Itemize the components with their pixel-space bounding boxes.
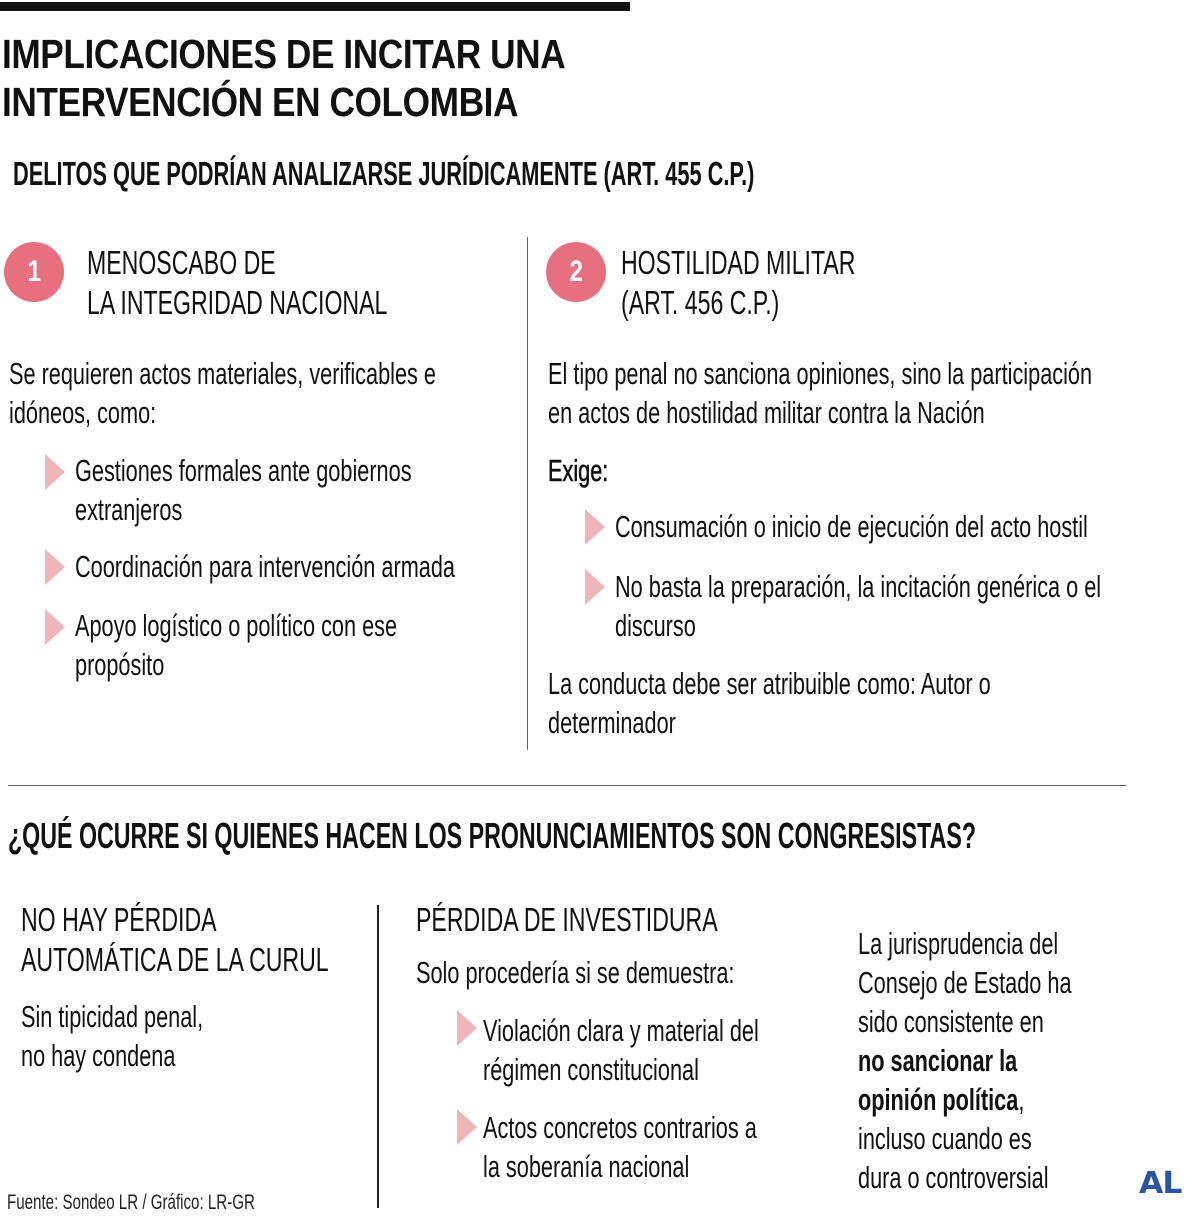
crime-1-bullet-3: Apoyo logístico o político con ese propósito [75,608,398,682]
investiture-bullet-2: Actos concretos contrarios a la soberanía nacional [483,1110,757,1184]
no-loss-text: Sin tipicidad penal, no hay condena [21,999,204,1073]
section-divider [8,785,1126,786]
crime-1-bullet-1: Gestiones formales ante gobiernos extranjeros [75,453,412,527]
bullet-triangle-icon [45,549,65,585]
page-title-line-2: INTERVENCIÓN EN COLOMBIA [2,79,518,125]
column-divider [377,905,379,1208]
investiture-bullet-1: Violación clara y material del régimen constitucional [483,1013,759,1087]
bullet-triangle-icon [585,569,605,605]
no-loss-title: NO HAY PÉRDIDA AUTOMÁTICA DE LA CURUL [21,901,329,978]
crime-1-intro: Se requieren actos materiales, verificables e idóneos, como: [9,356,436,430]
number-badge-1: 1 [4,242,64,302]
crime-2-intro: El tipo penal no sanciona opiniones, sino la participación en actos de hostilidad militar contra la Nación [548,356,1093,430]
page-title [2,30,565,126]
requires-label: Exige: [548,453,609,488]
crime-1-title: MENOSCABO DE LA INTEGRIDAD NACIONAL [87,244,388,321]
source-credit: Fuente: Sondeo LR / Gráfico: LR-GR [7,1191,255,1214]
investiture-loss-title: PÉRDIDA DE INVESTIDURA [416,901,718,938]
top-rule [0,2,630,11]
crime-2-bullet-1: Consumación o inicio de ejecución del acto hostil [615,509,1088,544]
crime-2-bullet-2: No basta la preparación, la incitación genérica o el discurso [615,569,1102,643]
investiture-loss-intro: Solo procedería si se demuestra: [416,955,735,990]
section-subtitle: DELITOS QUE PODRÍAN ANALIZARSE JURÍDICAMENTE (ART. 455 C.P.) [13,155,755,192]
crime-2-title: HOSTILIDAD MILITAR (ART. 456 C.P.) [621,244,856,321]
crime-2-closing: La conducta debe ser atribuible como: Autor o determinador [548,666,991,740]
column-divider [527,237,528,750]
number-badge-2: 2 [546,242,606,302]
bullet-triangle-icon [457,1109,477,1145]
crime-1-bullet-2: Coordinación para intervención armada [75,549,455,584]
emphasis-text: opinión política [858,1082,1019,1117]
congress-question-heading: ¿QUÉ OCURRE SI QUIENES HACEN LOS PRONUNCIAMIENTOS SON CONGRESISTAS? [8,815,977,856]
bullet-triangle-icon [45,454,65,490]
jurisprudence-note: La jurisprudencia del Consejo de Estado ha sido consistente en no sancionar la opinión política, incluso cuando es dura o controversial [858,926,1072,1195]
bullet-triangle-icon [585,509,605,545]
page-title-line-1: IMPLICACIONES DE INCITAR UNA [2,31,566,77]
bullet-triangle-icon [45,609,65,645]
emphasis-text: no sancionar la [858,1043,1018,1078]
publisher-logo: AL [1138,1166,1182,1201]
bullet-triangle-icon [457,1010,477,1046]
